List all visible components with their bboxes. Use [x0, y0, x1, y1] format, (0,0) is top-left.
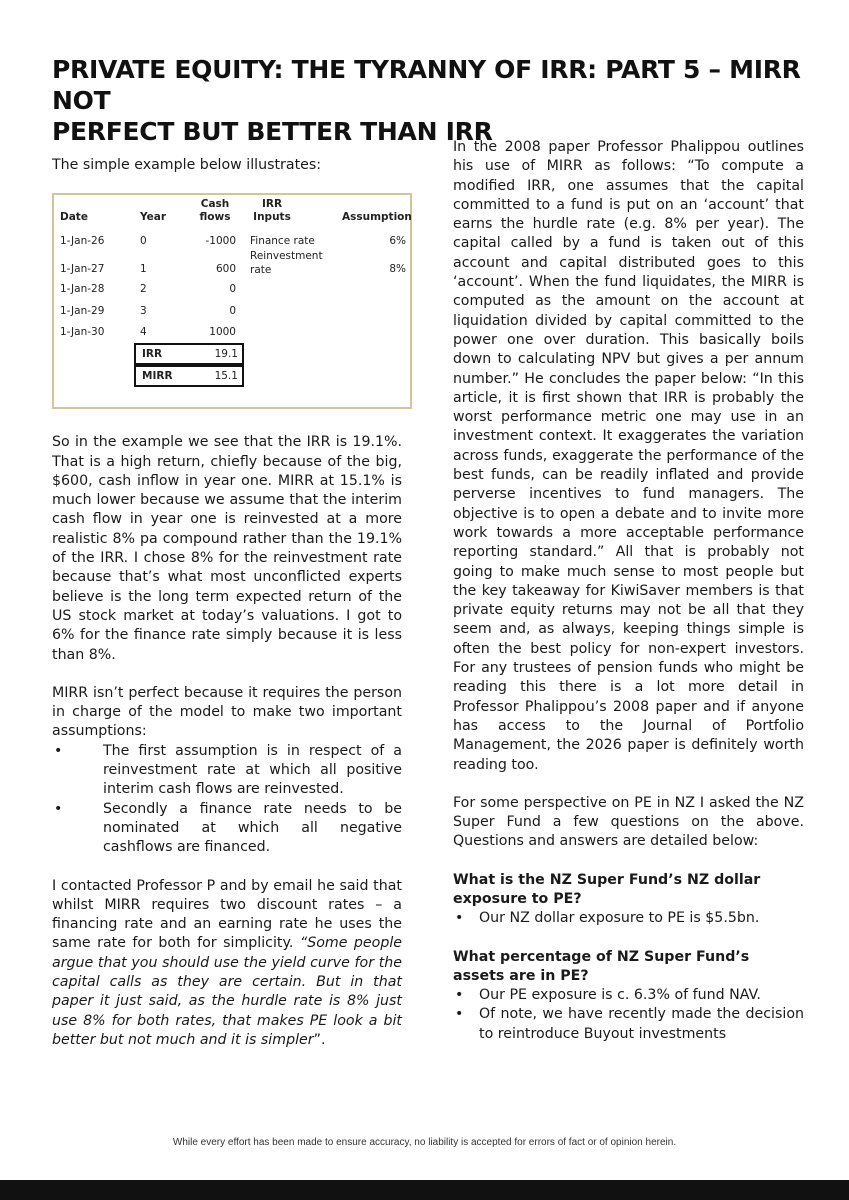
row-cash: -1000 [205, 235, 236, 247]
disclaimer-footer: While every effort has been made to ensure accuracy, no liability is accepted for errors of fact or of opinion herein. [172, 1137, 677, 1148]
bullet-icon: • [54, 742, 63, 759]
header-date: Date [60, 211, 88, 223]
row-date: 1-Jan-28 [60, 283, 105, 295]
right-column [453, 138, 804, 1044]
row-date: 1-Jan-30 [60, 326, 105, 338]
header-assumption: Assumption [342, 211, 412, 223]
finance-rate-value: 6% [389, 235, 406, 247]
list-item: • The first assumption is in respect of a reinvestment rate at which all positive interim cash flows are reinvested. [54, 742, 402, 798]
question-2: What percentage of NZ Super Fund’s assets are in PE? [453, 948, 750, 984]
row-date: 1-Jan-29 [60, 305, 105, 317]
bottom-bar [0, 1180, 849, 1200]
row-date: 1-Jan-27 [60, 263, 105, 275]
reinvestment-rate-value: 8% [389, 263, 406, 275]
list-item: • Secondly a finance rate needs to be nominated at which all negative cashflows are financed. [54, 800, 402, 856]
question-1: What is the NZ Super Fund’s NZ dollar exposure to PE? [453, 871, 761, 907]
title-line-1: PRIVATE EQUITY: THE TYRANNY OF IRR: PART 5 – MIRR NOT [52, 55, 801, 115]
paragraph-nz-super: For some perspective on PE in NZ I asked the NZ Super Fund a few questions on the above. Questions and answers are detailed below: [453, 794, 804, 850]
row-cash: 1000 [209, 326, 236, 338]
paragraph-irr-explanation: So in the example we see that the IRR is 19.1%. That is a high return, chiefly because of the big, $600, cash inflow in year one. MIRR at 15.1% is much lower because we assume that the interim cash flow in year one is reinvested at a more realistic 8% pa compound rather than the 19.1% of the IRR. I chose 8% for the reinvestment rate because that’s what most unconflicted experts believe is the long term expected return of the US stock market at today’s valuations. I got to 6% for the finance rate simply because it is less than 8%. [52, 434, 402, 663]
mirr-label: MIRR [142, 370, 173, 382]
reinvestment-rate-label: Reinvestment rate [250, 250, 323, 276]
row-year: 3 [140, 305, 147, 317]
header-cash-flows: Cash flows [199, 198, 231, 223]
list-item: • Of note, we have recently made the decision to reintroduce Buyout investments [455, 1006, 804, 1042]
row-year: 2 [140, 283, 147, 295]
row-cash: 0 [229, 283, 236, 295]
mirr-value: 15.1 [214, 370, 238, 382]
list-item: • Our PE exposure is c. 6.3% of fund NAV. [453, 986, 804, 1005]
row-date: 1-Jan-26 [60, 235, 105, 247]
paragraph-phalippou: In the 2008 paper Professor Phalippou outlines his use of MIRR as follows: “To compute a modified IRR, one assumes that the capital committed to a fund is put on an ‘account’ that earns the hurdle rate (e.g. 8% per year). The capital called by a fund is taken out of this account and capital distributed goes to this ‘account’. When the fund liquidates, the MIRR is computed as the amount on the account at liquidation divided by capital committed to the power one over duration. This basically boils down to calculating NPV but gives a per annum number.” He concludes the paper below: “In this article, it is first shown that IRR is probably the worst performance metric one may use in an investment context. It exaggerates the variation across funds, exaggerate the performance of the best funds, can be readily inflated and provide perverse incentives to fund managers. The objective is to open a debate and to invite more work towards a more acceptable performance reporting standard.” All that is probably not going to make much sense to most people but the key takeaway for KiwiSaver members is that private equity returns may not be all that they seem and, as always, keeping things simple is often the best policy for non-expert investors. For any trustees of pension funds who might be reading this there is a lot more detail in Professor Phalippou’s 2008 paper and if anyone has access to the Journal of Portfolio Management, the 2026 paper is definitely worth reading too. [453, 139, 804, 773]
quote-text: “Some people argue that you should use the yield curve for the capital calls as they are certain. But in that paper it just said, as the hurdle rate is 8% just use 8% for both rates, that makes PE look a bit better but not much and it is simpler [52, 935, 403, 1048]
answer-1-list [453, 909, 804, 928]
answer-2-list [453, 986, 804, 1044]
bullet-icon: • [455, 910, 464, 927]
header-irr-inputs: IRR Inputs [253, 198, 291, 223]
left-column [52, 156, 402, 1050]
paragraph-mirr-limitations: MIRR isn’t perfect because it requires the person in charge of the model to make two important assumptions: [52, 684, 402, 740]
paragraph-professor-quote: I contacted Professor P and by email he said that whilst MIRR requires two discount rates – a financing rate and an earning rate he uses the same rate for both for simplicity. “Some people argue that you should use the yield curve for the capital calls as they are certain. But in that paper it just said, as the hurdle rate is 8% just use 8% for both rates, that makes PE look a bit better but not much and it is simpler”. [52, 877, 403, 1048]
bullet-icon: • [54, 800, 63, 817]
row-cash: 600 [215, 263, 236, 275]
assumptions-list [52, 742, 402, 858]
bullet-icon: • [455, 987, 464, 1004]
page-title [52, 54, 812, 147]
row-cash: 0 [229, 305, 236, 317]
bullet-icon: • [455, 1006, 464, 1023]
title-line-2: PERFECT BUT BETTER THAN IRR [52, 117, 493, 146]
list-item: • Our NZ dollar exposure to PE is $5.5bn. [453, 909, 804, 928]
row-year: 0 [140, 235, 147, 247]
header-year: Year [140, 211, 167, 223]
irr-value: 19.1 [214, 348, 238, 360]
irr-label: IRR [142, 348, 163, 360]
row-year: 1 [140, 263, 147, 275]
intro-text: The simple example below illustrates: [52, 157, 322, 173]
finance-rate-label: Finance rate [250, 235, 315, 247]
row-year: 4 [140, 326, 147, 338]
